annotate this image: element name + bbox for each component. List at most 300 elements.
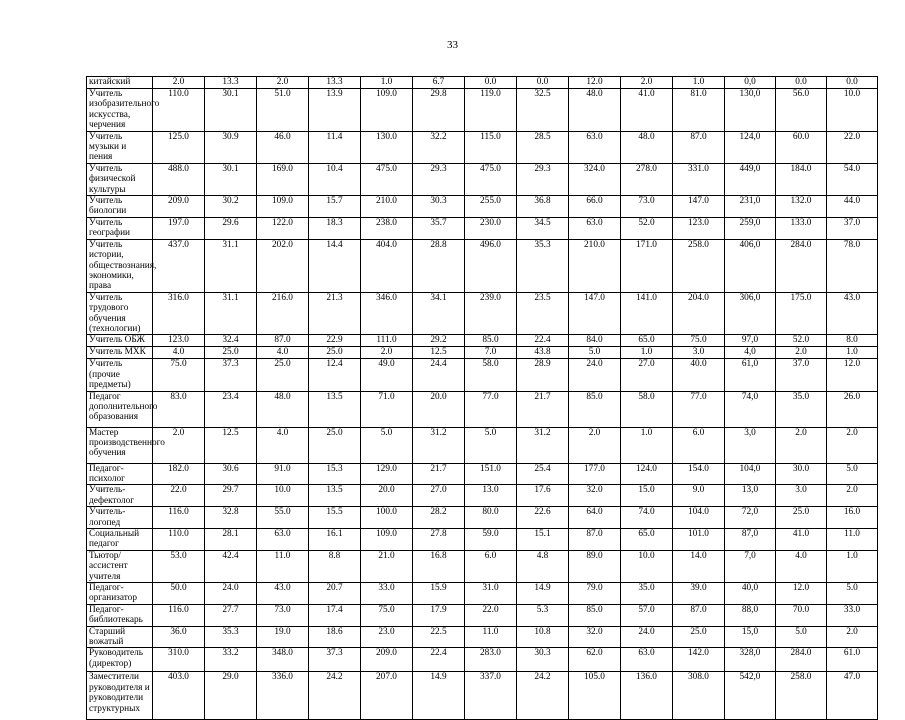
- table-cell: 404.0: [361, 239, 413, 292]
- table-cell: 308.0: [673, 672, 725, 720]
- row-label: Учитель ОБЖ: [87, 335, 153, 347]
- table-cell: 55.0: [257, 507, 309, 529]
- table-cell: 13.9: [309, 89, 361, 132]
- table-cell: 6.0: [465, 550, 517, 582]
- table-cell: 17.9: [413, 604, 465, 626]
- table-cell: 25.0: [309, 427, 361, 463]
- table-cell: 6.7: [413, 77, 465, 89]
- table-cell: 29.8: [413, 89, 465, 132]
- table-cell: 58.0: [621, 391, 673, 427]
- table-cell: 24.0: [205, 583, 257, 605]
- table-cell: 9.0: [673, 485, 725, 507]
- table-cell: 58.0: [465, 359, 517, 391]
- table-cell: 324.0: [569, 163, 621, 195]
- table-cell: 7.0: [465, 347, 517, 359]
- row-label: китайский: [87, 77, 153, 89]
- table-cell: 34.1: [413, 292, 465, 335]
- table-cell: 77.0: [465, 391, 517, 427]
- table-row: [87, 359, 878, 391]
- table-cell: 13.0: [465, 485, 517, 507]
- table-cell: 63.0: [257, 529, 309, 551]
- table-cell: 104,0: [725, 463, 776, 485]
- table-row: [87, 163, 878, 195]
- table-cell: 110.0: [153, 89, 205, 132]
- table-cell: 22.9: [309, 335, 361, 347]
- table-cell: 53.0: [153, 550, 205, 582]
- table-cell: 328,0: [725, 648, 776, 672]
- table-cell: 15.3: [309, 463, 361, 485]
- table-cell: 30.1: [205, 163, 257, 195]
- table-cell: 35.3: [517, 239, 569, 292]
- table-cell: 29.7: [205, 485, 257, 507]
- table-cell: 310.0: [153, 648, 205, 672]
- table-cell: 75.0: [361, 604, 413, 626]
- table-cell: 542,0: [725, 672, 776, 720]
- table-cell: 132.0: [776, 196, 827, 218]
- table-cell: 337.0: [465, 672, 517, 720]
- row-label: Учитель-дефектолог: [87, 485, 153, 507]
- row-label: Учитель изобразительного искусства, черчения: [87, 89, 153, 132]
- table-cell: 15.1: [517, 529, 569, 551]
- table-cell: 141.0: [621, 292, 673, 335]
- table-cell: 109.0: [361, 89, 413, 132]
- table-cell: 85.0: [569, 604, 621, 626]
- table-cell: 449,0: [725, 163, 776, 195]
- table-cell: 30.9: [205, 131, 257, 163]
- table-row: [87, 391, 878, 427]
- table-cell: 30.1: [205, 89, 257, 132]
- table-cell: 24.2: [309, 672, 361, 720]
- table-cell: 48.0: [569, 89, 621, 132]
- table-cell: 29.3: [413, 163, 465, 195]
- table-cell: 100.0: [361, 507, 413, 529]
- table-cell: 21.7: [517, 391, 569, 427]
- table-cell: 406,0: [725, 239, 776, 292]
- table-cell: 122.0: [257, 217, 309, 239]
- table-cell: 278.0: [621, 163, 673, 195]
- table-cell: 13.5: [309, 391, 361, 427]
- table-cell: 1.0: [827, 550, 878, 582]
- table-cell: 25.4: [517, 463, 569, 485]
- table-cell: 475.0: [465, 163, 517, 195]
- table-cell: 30.2: [205, 196, 257, 218]
- table-cell: 5.0: [827, 583, 878, 605]
- table-cell: 43.8: [517, 347, 569, 359]
- table-cell: 346.0: [361, 292, 413, 335]
- table-cell: 28.8: [413, 239, 465, 292]
- table-cell: 70.0: [776, 604, 827, 626]
- table-row: [87, 648, 878, 672]
- table-cell: 104.0: [673, 507, 725, 529]
- table-cell: 10.8: [517, 626, 569, 648]
- table-cell: 88,0: [725, 604, 776, 626]
- table-row: [87, 485, 878, 507]
- table-cell: 23.0: [361, 626, 413, 648]
- table-cell: 22.0: [827, 131, 878, 163]
- table-cell: 5.0: [776, 626, 827, 648]
- table-cell: 24.4: [413, 359, 465, 391]
- table-cell: 4,0: [725, 347, 776, 359]
- table-cell: 20.0: [413, 391, 465, 427]
- table-cell: 43.0: [257, 583, 309, 605]
- row-label: Учитель (прочие предметы): [87, 359, 153, 391]
- table-cell: 284.0: [776, 239, 827, 292]
- table-cell: 184.0: [776, 163, 827, 195]
- table-cell: 2.0: [827, 626, 878, 648]
- table-cell: 10.0: [827, 89, 878, 132]
- table-cell: 61,0: [725, 359, 776, 391]
- table-cell: 60.0: [776, 131, 827, 163]
- table-cell: 27.7: [205, 604, 257, 626]
- table-cell: 64.0: [569, 507, 621, 529]
- table-cell: 73.0: [257, 604, 309, 626]
- row-label: Педагог дополнительного образования: [87, 391, 153, 427]
- table-cell: 306,0: [725, 292, 776, 335]
- table-cell: 77.0: [673, 391, 725, 427]
- table-cell: 35.0: [776, 391, 827, 427]
- table-cell: 26.0: [827, 391, 878, 427]
- table-cell: 129.0: [361, 463, 413, 485]
- table-cell: 133.0: [776, 217, 827, 239]
- table-cell: 28.2: [413, 507, 465, 529]
- table-cell: 30.0: [776, 463, 827, 485]
- table-cell: 32.0: [569, 626, 621, 648]
- table-cell: 15.5: [309, 507, 361, 529]
- table-cell: 32.0: [569, 485, 621, 507]
- table-cell: 209.0: [153, 196, 205, 218]
- table-cell: 25.0: [309, 347, 361, 359]
- table-cell: 12.4: [309, 359, 361, 391]
- table-cell: 42.4: [205, 550, 257, 582]
- table-cell: 336.0: [257, 672, 309, 720]
- table-cell: 175.0: [776, 292, 827, 335]
- table-cell: 32.8: [205, 507, 257, 529]
- table-cell: 47.0: [827, 672, 878, 720]
- table-cell: 10.0: [257, 485, 309, 507]
- table-cell: 75.0: [153, 359, 205, 391]
- table-cell: 123.0: [673, 217, 725, 239]
- table-cell: 105.0: [569, 672, 621, 720]
- table-cell: 1.0: [827, 347, 878, 359]
- table-cell: 66.0: [569, 196, 621, 218]
- table-cell: 33.0: [827, 604, 878, 626]
- table-cell: 147.0: [673, 196, 725, 218]
- table-cell: 123.0: [153, 335, 205, 347]
- table-cell: 151.0: [465, 463, 517, 485]
- table-cell: 32.4: [205, 335, 257, 347]
- table-cell: 21.3: [309, 292, 361, 335]
- table-cell: 87.0: [673, 604, 725, 626]
- table-cell: 39.0: [673, 583, 725, 605]
- table-cell: 40,0: [725, 583, 776, 605]
- table-cell: 36.8: [517, 196, 569, 218]
- table-cell: 2.0: [257, 77, 309, 89]
- table-row: [87, 131, 878, 163]
- table-row: [87, 583, 878, 605]
- table-cell: 125.0: [153, 131, 205, 163]
- table-cell: 101.0: [673, 529, 725, 551]
- table-row: [87, 604, 878, 626]
- table-cell: 16.8: [413, 550, 465, 582]
- table-cell: 496.0: [465, 239, 517, 292]
- table-cell: 32.2: [413, 131, 465, 163]
- table-row: [87, 672, 878, 720]
- table-cell: 74.0: [621, 507, 673, 529]
- table-cell: 5.0: [361, 427, 413, 463]
- table-cell: 32.5: [517, 89, 569, 132]
- table-cell: 20.0: [361, 485, 413, 507]
- table-cell: 5.3: [517, 604, 569, 626]
- table-cell: 25.0: [776, 507, 827, 529]
- table-cell: 28.1: [205, 529, 257, 551]
- table-row: [87, 550, 878, 582]
- table-row: [87, 626, 878, 648]
- table-cell: 13,0: [725, 485, 776, 507]
- table-cell: 231,0: [725, 196, 776, 218]
- table-cell: 37.3: [205, 359, 257, 391]
- table-cell: 136.0: [621, 672, 673, 720]
- table-cell: 78.0: [827, 239, 878, 292]
- table-cell: 18.3: [309, 217, 361, 239]
- table-cell: 4.8: [517, 550, 569, 582]
- table-cell: 331.0: [673, 163, 725, 195]
- table-cell: 36.0: [153, 626, 205, 648]
- table-cell: 35.0: [621, 583, 673, 605]
- row-label: Учитель МХК: [87, 347, 153, 359]
- row-label: Мастер производственного обучения: [87, 427, 153, 463]
- table-cell: 14.9: [517, 583, 569, 605]
- table-cell: 22.4: [413, 648, 465, 672]
- table-cell: 2.0: [827, 485, 878, 507]
- table-cell: 33.0: [361, 583, 413, 605]
- table-cell: 110.0: [153, 529, 205, 551]
- table-cell: 204.0: [673, 292, 725, 335]
- table-cell: 0.0: [517, 77, 569, 89]
- table-cell: 24.0: [569, 359, 621, 391]
- table-cell: 83.0: [153, 391, 205, 427]
- table-cell: 259,0: [725, 217, 776, 239]
- row-label: Учитель физической культуры: [87, 163, 153, 195]
- table-cell: 28.5: [517, 131, 569, 163]
- row-label: Учитель трудового обучения (технологии): [87, 292, 153, 335]
- table-cell: 81.0: [673, 89, 725, 132]
- table-cell: 29.6: [205, 217, 257, 239]
- table-cell: 283.0: [465, 648, 517, 672]
- table-row: [87, 347, 878, 359]
- table-cell: 171.0: [621, 239, 673, 292]
- table-cell: 154.0: [673, 463, 725, 485]
- table-cell: 12.0: [569, 77, 621, 89]
- table-cell: 2.0: [153, 427, 205, 463]
- table-cell: 23.4: [205, 391, 257, 427]
- table-body: [87, 77, 878, 720]
- table-cell: 21.0: [361, 550, 413, 582]
- table-cell: 17.6: [517, 485, 569, 507]
- table-cell: 18.6: [309, 626, 361, 648]
- table-cell: 2.0: [153, 77, 205, 89]
- row-label: Учитель истории, обществознания, экономики, права: [87, 239, 153, 292]
- table-cell: 255.0: [465, 196, 517, 218]
- table-cell: 54.0: [827, 163, 878, 195]
- table-cell: 65.0: [621, 529, 673, 551]
- table-cell: 258.0: [673, 239, 725, 292]
- table-cell: 207.0: [361, 672, 413, 720]
- table-cell: 8.8: [309, 550, 361, 582]
- table-cell: 37.3: [309, 648, 361, 672]
- table-cell: 23.5: [517, 292, 569, 335]
- table-cell: 403.0: [153, 672, 205, 720]
- table-cell: 25.0: [257, 359, 309, 391]
- table-cell: 31.2: [413, 427, 465, 463]
- table-cell: 258.0: [776, 672, 827, 720]
- table-cell: 1.0: [621, 347, 673, 359]
- table-row: [87, 427, 878, 463]
- table-cell: 0,0: [725, 77, 776, 89]
- table-cell: 62.0: [569, 648, 621, 672]
- table-cell: 5.0: [465, 427, 517, 463]
- table-cell: 52.0: [776, 335, 827, 347]
- row-label: Заместители руководителя и руководители структурных: [87, 672, 153, 720]
- table-cell: 8.0: [827, 335, 878, 347]
- table-cell: 44.0: [827, 196, 878, 218]
- table-cell: 52.0: [621, 217, 673, 239]
- table-cell: 316.0: [153, 292, 205, 335]
- row-label: Учитель-логопед: [87, 507, 153, 529]
- row-label: Руководитель (директор): [87, 648, 153, 672]
- table-row: [87, 196, 878, 218]
- table-cell: 25.0: [205, 347, 257, 359]
- table-cell: 116.0: [153, 604, 205, 626]
- table-cell: 24.2: [517, 672, 569, 720]
- table-cell: 43.0: [827, 292, 878, 335]
- row-label: Тьютор/ассистент учителя: [87, 550, 153, 582]
- table-cell: 2.0: [776, 347, 827, 359]
- table-cell: 29.2: [413, 335, 465, 347]
- table-cell: 239.0: [465, 292, 517, 335]
- table-cell: 30.6: [205, 463, 257, 485]
- table-cell: 48.0: [621, 131, 673, 163]
- table-cell: 5.0: [827, 463, 878, 485]
- table-cell: 80.0: [465, 507, 517, 529]
- table-cell: 65.0: [621, 335, 673, 347]
- table-cell: 13.3: [205, 77, 257, 89]
- table-cell: 27.0: [413, 485, 465, 507]
- table-cell: 16.0: [827, 507, 878, 529]
- table-cell: 2.0: [621, 77, 673, 89]
- table-cell: 34.5: [517, 217, 569, 239]
- table-cell: 13.5: [309, 485, 361, 507]
- table-cell: 33.2: [205, 648, 257, 672]
- table-cell: 0.0: [465, 77, 517, 89]
- table-cell: 79.0: [569, 583, 621, 605]
- table-cell: 24.0: [621, 626, 673, 648]
- table-cell: 49.0: [361, 359, 413, 391]
- table-cell: 4.0: [257, 427, 309, 463]
- table-row: [87, 292, 878, 335]
- table-cell: 72,0: [725, 507, 776, 529]
- table-row: [87, 507, 878, 529]
- table-cell: 13.3: [309, 77, 361, 89]
- table-cell: 284.0: [776, 648, 827, 672]
- row-label: Педагог-библиотекарь: [87, 604, 153, 626]
- table-cell: 27.8: [413, 529, 465, 551]
- table-cell: 15,0: [725, 626, 776, 648]
- table-cell: 230.0: [465, 217, 517, 239]
- table-cell: 147.0: [569, 292, 621, 335]
- table-cell: 197.0: [153, 217, 205, 239]
- table-cell: 61.0: [827, 648, 878, 672]
- table-cell: 63.0: [621, 648, 673, 672]
- table-cell: 22.0: [465, 604, 517, 626]
- table-cell: 31.0: [465, 583, 517, 605]
- table-cell: 59.0: [465, 529, 517, 551]
- table-cell: 87.0: [257, 335, 309, 347]
- table-cell: 6.0: [673, 427, 725, 463]
- table-cell: 41.0: [621, 89, 673, 132]
- table-cell: 177.0: [569, 463, 621, 485]
- table-cell: 169.0: [257, 163, 309, 195]
- table-cell: 10.0: [621, 550, 673, 582]
- table-cell: 17.4: [309, 604, 361, 626]
- table-cell: 63.0: [569, 131, 621, 163]
- table-cell: 63.0: [569, 217, 621, 239]
- table-cell: 41.0: [776, 529, 827, 551]
- table-cell: 130.0: [361, 131, 413, 163]
- table-cell: 488.0: [153, 163, 205, 195]
- table-row: [87, 335, 878, 347]
- table-cell: 87.0: [569, 529, 621, 551]
- table-cell: 3.0: [776, 485, 827, 507]
- row-label: Педагог-психолог: [87, 463, 153, 485]
- table-cell: 51.0: [257, 89, 309, 132]
- table-cell: 21.7: [413, 463, 465, 485]
- table-cell: 124.0: [621, 463, 673, 485]
- table-cell: 29.3: [517, 163, 569, 195]
- table-cell: 31.1: [205, 239, 257, 292]
- table-cell: 84.0: [569, 335, 621, 347]
- table-cell: 109.0: [361, 529, 413, 551]
- table-cell: 35.7: [413, 217, 465, 239]
- page-number: 33: [447, 39, 458, 51]
- table-cell: 22.6: [517, 507, 569, 529]
- table-cell: 50.0: [153, 583, 205, 605]
- table-cell: 73.0: [621, 196, 673, 218]
- table-cell: 16.1: [309, 529, 361, 551]
- table-row: [87, 463, 878, 485]
- table-cell: 87,0: [725, 529, 776, 551]
- row-label: Учитель географии: [87, 217, 153, 239]
- table-cell: 437.0: [153, 239, 205, 292]
- table-row: [87, 89, 878, 132]
- table-cell: 116.0: [153, 507, 205, 529]
- table-cell: 0.0: [827, 77, 878, 89]
- table-cell: 85.0: [465, 335, 517, 347]
- row-label: Педагог-организатор: [87, 583, 153, 605]
- table-cell: 124,0: [725, 131, 776, 163]
- row-label: Старший вожатый: [87, 626, 153, 648]
- table-cell: 89.0: [569, 550, 621, 582]
- row-label: Учитель биологии: [87, 196, 153, 218]
- table-cell: 3.0: [673, 347, 725, 359]
- table-cell: 4.0: [153, 347, 205, 359]
- table-cell: 216.0: [257, 292, 309, 335]
- table-cell: 37.0: [776, 359, 827, 391]
- table-cell: 3,0: [725, 427, 776, 463]
- table-cell: 12.5: [413, 347, 465, 359]
- table-cell: 7,0: [725, 550, 776, 582]
- table-cell: 40.0: [673, 359, 725, 391]
- table-cell: 91.0: [257, 463, 309, 485]
